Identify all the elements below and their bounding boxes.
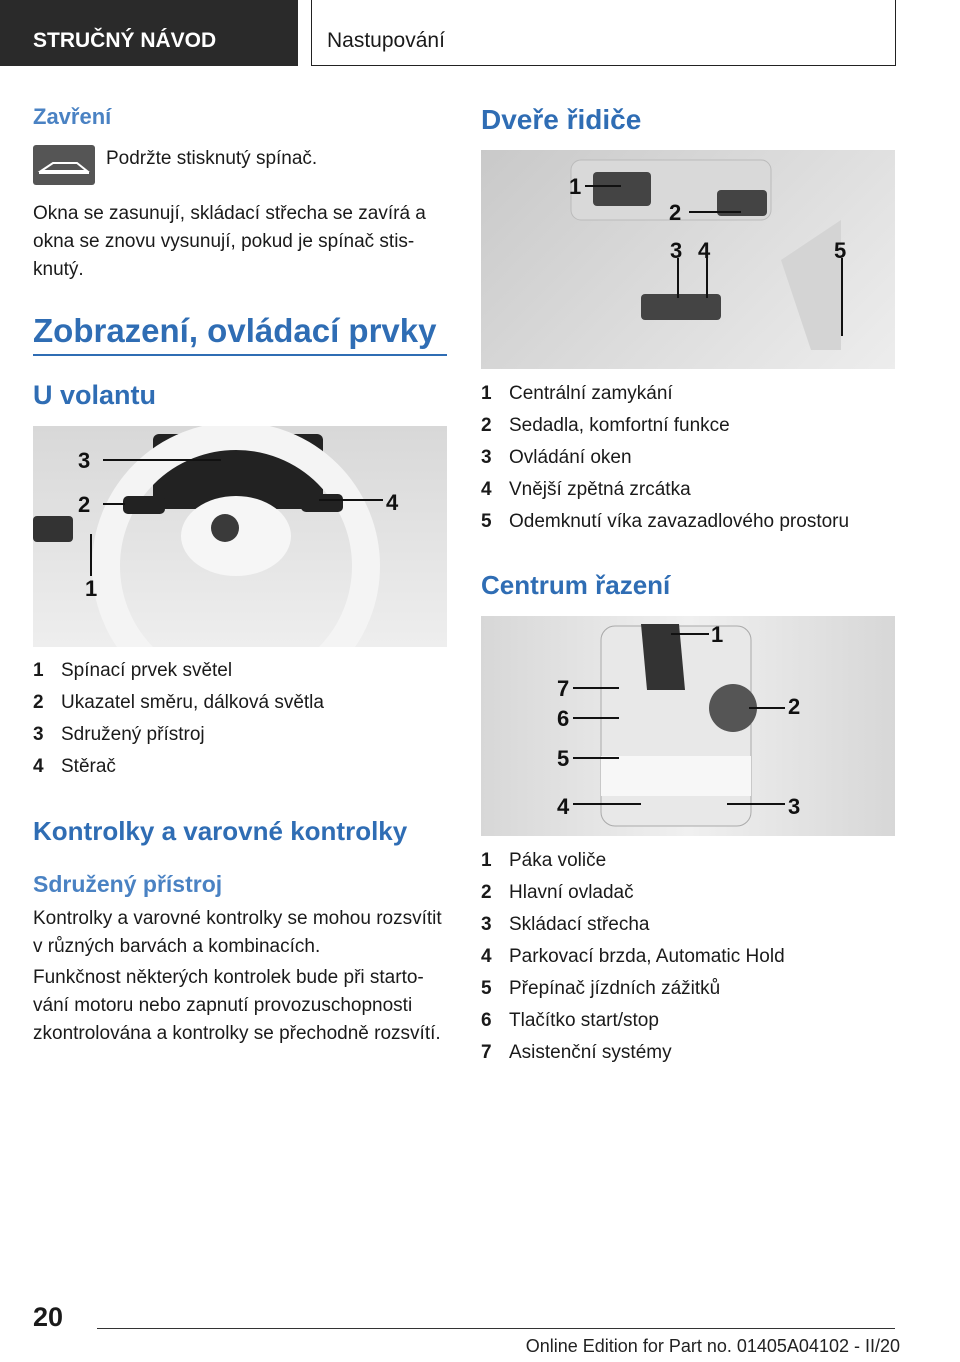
gear-callout-7: 7 [557, 676, 570, 701]
door-callout-2: 2 [669, 200, 682, 225]
list-item: 1 Spínací prvek světel [33, 660, 233, 681]
header-chapter-tab [311, 0, 896, 66]
cluster-title: Sdružený přístroj [33, 871, 223, 897]
door-legend-list [481, 378, 895, 538]
list-item: 1 Páka voliče [481, 850, 607, 871]
list-item: 3 Skládací střecha [481, 914, 650, 935]
wheel-callout-3: 3 [78, 448, 91, 473]
warning-lights-title: Kontrolky a varovné kontrolky [33, 816, 408, 846]
list-item: 6 Tlačítko start/stop [481, 1010, 659, 1031]
header-section-label: STRUČNÝ NÁVOD [33, 29, 217, 52]
list-item: 2 Sedadla, komfortní funkce [481, 415, 730, 436]
page-number: 20 [33, 1302, 64, 1332]
door-callout-1: 1 [569, 174, 582, 199]
list-item: 1 Centrální zamykání [481, 383, 673, 404]
header-chapter-label: Nastupování [327, 29, 445, 52]
cluster-paragraph-2: Funkčnost některých kontrolek bude při starto-vání motoru nebo zapnutí provozuschopnosti zkontrolována a kontrolky se přechodně rozsvítí. [33, 967, 441, 1044]
list-item: 4 Parkovací brzda, Automatic Hold [481, 946, 785, 967]
wheel-callout-2: 2 [78, 492, 91, 517]
footer-divider [97, 1328, 895, 1329]
cluster-paragraph-1: Kontrolky a varovné kontrolky se mohou rozsvítit v různých barvách a kombinacích. [33, 908, 442, 957]
wheel-legend-list [33, 655, 447, 783]
gear-callout-5: 5 [557, 746, 570, 771]
list-item: 3 Ovládání oken [481, 447, 632, 468]
wheel-callout-4: 4 [386, 490, 399, 515]
list-item: 7 Asistenční systémy [481, 1042, 672, 1063]
gear-center-image [481, 616, 895, 836]
convertible-roof-icon [33, 145, 95, 185]
list-item: 3 Sdružený přístroj [33, 724, 205, 745]
footer-edition: Online Edition for Part no. 01405A04102 - II/20 [525, 1336, 900, 1356]
gear-callout-6: 6 [557, 706, 570, 731]
steering-wheel-image [33, 426, 447, 647]
door-title: Dveře řidiče [481, 104, 642, 135]
gear-callout-2: 2 [788, 694, 801, 719]
gear-legend-list [481, 845, 895, 1069]
wheel-title: U volantu [33, 380, 157, 410]
closing-desc: Okna se zasunují, skládací střecha se zavírá a okna se znovu vysunují, pokud je spínač stis-knutý. [33, 203, 426, 280]
closing-hold-text: Podržte stisknutý spínač. [106, 148, 318, 169]
header-section-tab [0, 0, 298, 66]
door-callout-3: 3 [670, 238, 683, 263]
door-callout-4: 4 [698, 238, 711, 263]
gear-callout-1: 1 [711, 622, 724, 647]
wheel-callout-1: 1 [85, 576, 98, 601]
list-item: 4 Stěrač [33, 756, 116, 777]
list-item: 2 Hlavní ovladač [481, 882, 634, 903]
list-item: 4 Vnější zpětná zrcátka [481, 479, 691, 500]
list-item: 2 Ukazatel směru, dálková světla [33, 692, 324, 713]
closing-title: Zavření [33, 104, 112, 129]
gear-center-title: Centrum řazení [481, 570, 671, 600]
gear-callout-4: 4 [557, 794, 570, 819]
list-item: 5 Přepínač jízdních zážitků [481, 978, 721, 999]
door-controls-image [481, 150, 895, 369]
title-underline [33, 354, 447, 356]
gear-callout-3: 3 [788, 794, 801, 819]
door-callout-5: 5 [834, 238, 847, 263]
display-controls-title: Zobrazení, ovládací prvky [33, 312, 437, 349]
list-item: 5 Odemknutí víka zavazadlového prostoru [481, 511, 850, 532]
